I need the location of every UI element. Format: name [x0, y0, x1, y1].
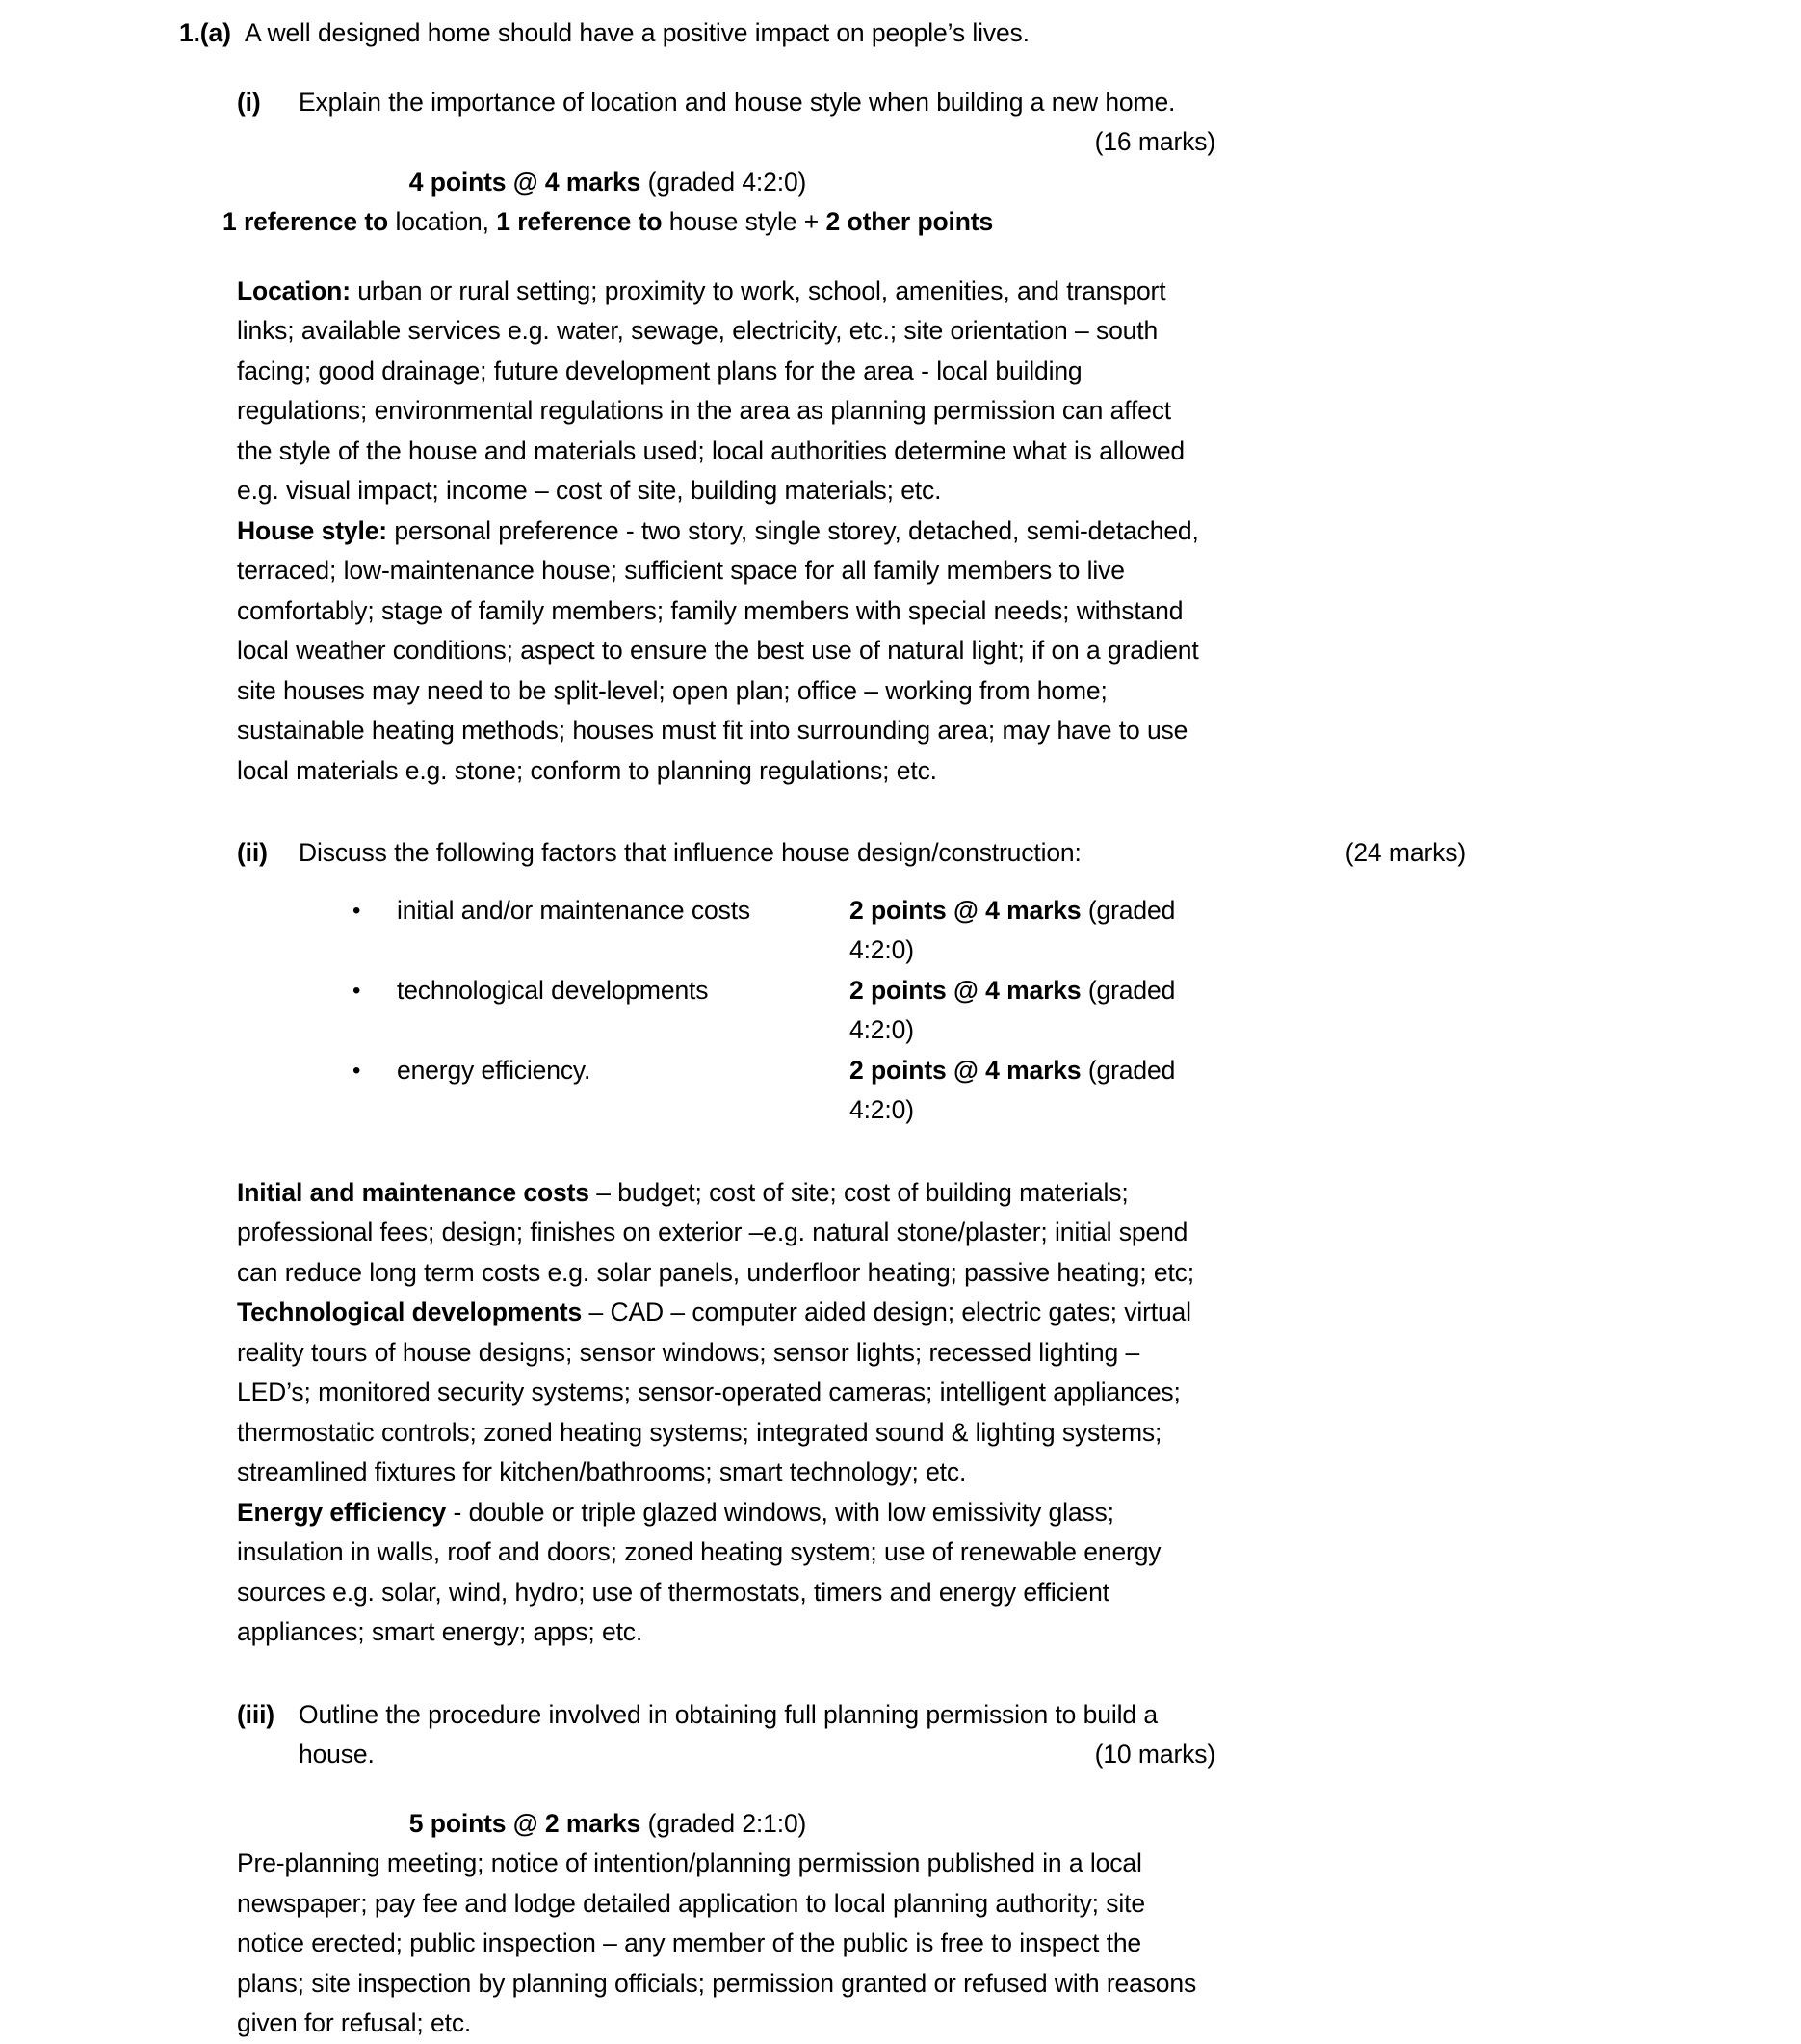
bullet-marks	[849, 971, 1212, 1051]
part-iii-scheme-grading: (graded 2:1:0)	[640, 1808, 807, 1838]
part-ii-row	[0, 833, 1801, 874]
bullet-points-bold: 2 points @ 4 marks	[849, 975, 1082, 1005]
bullet-label: technological developments	[397, 975, 709, 1005]
part-iii-prompt-line-1: Outline the procedure involved in obtaining full planning permission to build a	[299, 1699, 1158, 1729]
bullet-label: initial and/or maintenance costs	[397, 895, 751, 925]
answer-house-style-heading: House style:	[237, 515, 387, 545]
bullet-points-grading: (graded 4:2:0)	[849, 975, 1176, 1044]
bullet-label: energy efficiency.	[397, 1055, 591, 1085]
spacer	[0, 874, 1801, 891]
part-iii-marks: (10 marks)	[1094, 1740, 1215, 1769]
question-number-label: 1.(a)	[179, 18, 231, 47]
spacer	[0, 1653, 1801, 1695]
spacer	[0, 791, 1801, 833]
part-iii-prompt	[299, 1695, 1214, 1775]
part-iii-scheme-line-1	[0, 1804, 1801, 1845]
bullet-marks	[849, 1051, 1212, 1131]
answer-tech-heading: Technological developments	[237, 1297, 583, 1326]
spacer	[0, 243, 1801, 272]
scheme-ref-bold-1: 1 reference to	[222, 207, 389, 236]
list-item	[237, 1051, 1212, 1131]
answer-location-heading: Location:	[237, 275, 351, 305]
list-item	[237, 891, 1212, 971]
part-i-marks: (16 marks)	[1094, 127, 1215, 156]
part-ii-bullet-list	[237, 891, 1212, 1131]
bullet-points-grading: (graded 4:2:0)	[849, 1055, 1176, 1124]
bullet-icon: •	[352, 1057, 361, 1084]
spacer	[0, 54, 1801, 83]
answer-energy-efficiency	[237, 1493, 1212, 1653]
question-statement: A well designed home should have a positive impact on people’s lives.	[245, 18, 1030, 47]
answer-energy-body: - double or triple glazed windows, with low emissivity glass; insulation in walls, roof and doors; zoned heating system; use of renewable energy sources e.g. solar, wind, hydro; use of thermostats, timers and energy efficient appliances; smart energy; apps; etc.	[237, 1497, 1162, 1646]
part-i-scheme-grading: (graded 4:2:0)	[640, 167, 807, 197]
bullet-points-bold: 2 points @ 4 marks	[849, 895, 1082, 925]
scheme-ref-plain-1: location,	[388, 207, 497, 236]
part-iii-label: (iii)	[237, 1699, 274, 1729]
scheme-ref-bold-2: 1 reference to	[496, 207, 663, 236]
bullet-icon: •	[352, 977, 361, 1004]
part-i-scheme-line-1	[0, 163, 1801, 203]
part-i-prompt: Explain the importance of location and house style when building a new home.	[299, 87, 1176, 117]
part-i-row	[0, 83, 1801, 123]
scheme-ref-plain-2: house style +	[662, 207, 826, 236]
part-iii-prompt-line-2: house.	[299, 1740, 375, 1769]
answer-tech-body: – CAD – computer aided design; electric gates; virtual reality tours of house designs; sensor windows; sensor lights; recessed lighting – LED’s; monitored security systems; sensor-operated cameras; intelligent appliances; thermostatic controls; zoned heating systems; integrated sound & lighting systems; streamlined fixtures for kitchen/bathrooms; smart technology; etc.	[237, 1297, 1191, 1486]
scheme-ref-bold-3: 2 other points	[825, 207, 994, 236]
answer-energy-heading: Energy efficiency	[237, 1497, 447, 1527]
answer-house-style-body: personal preference - two story, single storey, detached, semi-detached, terraced; low-maintenance house; sufficient space for all family members to live comfortably; stage of family members; family members with special needs; withstand local weather conditions; aspect to ensure the best use of natural light; if on a gradient site houses may need to be split-level; open plan; office – working from home; sustainable heating methods; houses must fit into surrounding area; may have to use local materials e.g. stone; conform to planning regulations; etc.	[237, 515, 1199, 785]
part-iii-scheme-points: 5 points @ 2 marks	[408, 1808, 641, 1838]
answer-initial-maintenance-costs	[237, 1173, 1212, 1294]
spacer	[0, 1775, 1801, 1804]
part-ii-prompt: Discuss the following factors that influence house design/construction:	[299, 838, 1082, 867]
bullet-marks	[849, 891, 1212, 971]
part-i-scheme-line-2	[0, 202, 1801, 243]
part-i-scheme-points: 4 points @ 4 marks	[408, 167, 641, 197]
bullet-points-grading: (graded 4:2:0)	[849, 895, 1176, 964]
answer-location-body: urban or rural setting; proximity to work, school, amenities, and transport links; available services e.g. water, sewage, electricity, etc.; site orientation – south facing; good drainage; future development plans for the area - local building regulations; environmental regulations in the area as planning permission can affect the style of the house and materials used; local authorities determine what is allowed e.g. visual impact; income – cost of site, building materials; etc.	[237, 275, 1186, 505]
answer-house-style	[237, 511, 1212, 792]
part-i-label: (i)	[237, 87, 261, 117]
answer-planning-procedure	[237, 1844, 1212, 2044]
bullet-icon: •	[352, 897, 361, 924]
part-ii-marks: (24 marks)	[1344, 838, 1466, 867]
answer-technological-developments	[237, 1293, 1212, 1493]
answer-location	[237, 272, 1212, 511]
answer-planning-body: Pre-planning meeting; notice of intention/planning permission published in a local newspaper; pay fee and lodge detailed application to local planning authority; site notice erected; public inspection – any member of the public is free to inspect the plans; site inspection by planning officials; permission granted or refused with reasons given for refusal; etc.	[237, 1848, 1197, 2037]
bullet-points-bold: 2 points @ 4 marks	[849, 1055, 1082, 1085]
spacer	[0, 1131, 1801, 1173]
answer-costs-body: – budget; cost of site; cost of building materials; professional fees; design; finishes on exterior –e.g. natural stone/plaster; initial spend can reduce long term costs e.g. solar panels, underfloor heating; passive heating; etc;	[237, 1177, 1194, 1287]
question-heading-row	[0, 0, 1801, 54]
part-ii-label: (ii)	[237, 838, 268, 867]
list-item	[237, 971, 1212, 1051]
answer-costs-heading: Initial and maintenance costs	[237, 1177, 589, 1207]
